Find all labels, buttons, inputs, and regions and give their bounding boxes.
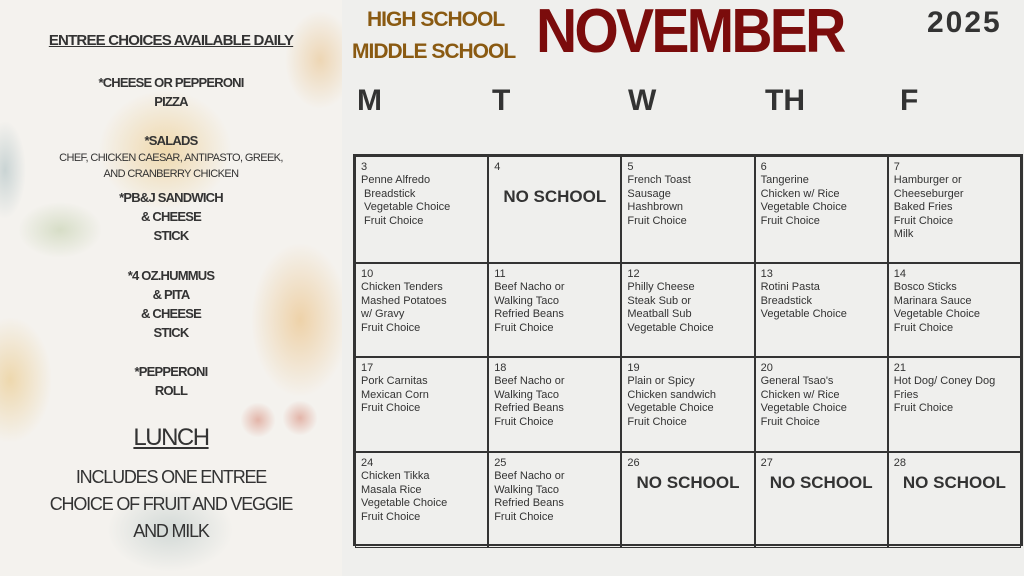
entree-line: *4 OZ.HUMMUS — [127, 268, 215, 283]
menu-item: Walking Taco — [494, 294, 559, 307]
no-school-label: NO SCHOOL — [636, 473, 740, 493]
menu-item: Chicken Tenders — [361, 281, 443, 294]
calendar-day — [755, 263, 888, 357]
menu-item: Chicken w/ Rice — [760, 187, 840, 200]
entree-line: ROLL — [154, 383, 188, 398]
entree-line: *SALADS — [144, 133, 198, 148]
no-school-label: NO SCHOOL — [503, 187, 607, 207]
entree-heading: ENTREE CHOICES AVAILABLE DAILY — [48, 32, 294, 49]
menu-item: Fruit Choice — [760, 214, 820, 227]
entree-sidebar — [0, 0, 342, 576]
menu-item: Marinara Sauce — [893, 294, 972, 307]
lunch-line: INCLUDES ONE ENTREE — [75, 467, 267, 487]
day-number: 4 — [494, 161, 501, 173]
menu-item: Fruit Choice — [760, 415, 820, 428]
menu-item: French Toast — [627, 174, 691, 187]
menu-item: General Tsao's — [760, 375, 834, 388]
menu-item: Chicken w/ Rice — [760, 388, 840, 401]
menu-item: Meatball Sub — [627, 308, 692, 321]
calendar-grid — [353, 154, 1023, 546]
menu-item: Fruit Choice — [494, 415, 554, 428]
calendar-day — [755, 156, 888, 263]
entree-subline: CHEF, CHICKEN CAESAR, ANTIPASTO, GREEK, — [59, 152, 283, 164]
menu-item: Hashbrown — [627, 201, 684, 214]
entree-line: *PEPPERONI — [134, 364, 208, 379]
menu-item: Vegetable Choice — [760, 402, 847, 415]
calendar-day — [488, 156, 621, 263]
menu-item: Masala Rice — [361, 483, 422, 496]
menu-item: Plain or Spicy — [627, 375, 695, 388]
menu-item: Vegetable Choice — [361, 201, 451, 214]
menu-item: Philly Cheese — [627, 281, 695, 294]
calendar-day — [755, 357, 888, 452]
menu-item: Pork Carnitas — [361, 375, 428, 388]
entree-line: & PITA — [152, 287, 190, 302]
calendar-day — [355, 357, 488, 452]
day-header-tue: T — [492, 84, 511, 117]
day-number: 21 — [893, 362, 907, 374]
menu-item: Walking Taco — [494, 388, 559, 401]
entree-line: *CHEESE OR PEPPERONI — [98, 75, 244, 90]
day-number: 17 — [361, 362, 374, 374]
menu-item: Tangerine — [760, 174, 809, 187]
menu-item: Vegetable Choice — [893, 308, 981, 321]
day-number: 14 — [893, 268, 907, 280]
lunch-line: CHOICE OF FRUIT AND VEGGIE — [49, 494, 293, 514]
menu-item: Refried Beans — [494, 497, 564, 510]
calendar-day — [888, 263, 1021, 357]
menu-item: Fruit Choice — [494, 510, 554, 523]
menu-item: Baked Fries — [893, 201, 953, 214]
calendar-day — [488, 452, 621, 548]
calendar-day — [621, 357, 754, 452]
menu-item: Refried Beans — [494, 402, 564, 415]
menu-item: Fruit Choice — [361, 402, 421, 415]
menu-item: Fries — [893, 388, 919, 401]
day-number: 26 — [627, 457, 640, 469]
day-number: 7 — [893, 161, 900, 173]
menu-item: Chicken sandwich — [627, 388, 717, 401]
menu-item: Fruit Choice — [627, 415, 687, 428]
day-number: 5 — [627, 161, 634, 173]
entree-line: & CHEESE — [140, 209, 202, 224]
menu-item: Beef Nacho or — [494, 281, 565, 294]
menu-item: Penne Alfredo — [361, 174, 431, 187]
menu-item: Sausage — [627, 187, 671, 200]
menu-item: Chicken Tikka — [361, 470, 430, 483]
day-number: 27 — [760, 457, 773, 469]
lunch-title: LUNCH — [133, 424, 209, 451]
menu-item: Refried Beans — [494, 308, 564, 321]
entree-line: *PB&J SANDWICH — [119, 190, 223, 205]
menu-item: Vegetable Choice — [627, 402, 714, 415]
menu-item: Vegetable Choice — [760, 201, 847, 214]
menu-item: Cheeseburger — [893, 187, 964, 200]
menu-item: Rotini Pasta — [760, 281, 820, 294]
calendar-day — [888, 452, 1021, 548]
no-school-label: NO SCHOOL — [769, 473, 873, 493]
day-number: 11 — [494, 268, 506, 280]
menu-item: Walking Taco — [494, 483, 559, 496]
entree-line: STICK — [153, 325, 189, 340]
menu-item: Fruit Choice — [627, 214, 687, 227]
menu-item: Vegetable Choice — [627, 321, 714, 334]
calendar-day — [355, 263, 488, 357]
lunch-line: AND MILK — [133, 521, 209, 541]
calendar-day — [888, 156, 1021, 263]
day-header-thu: TH — [765, 84, 805, 117]
day-number: 12 — [627, 268, 640, 280]
menu-item: Mexican Corn — [361, 388, 429, 401]
menu-item: Fruit Choice — [893, 214, 954, 227]
day-header-mon: M — [357, 84, 382, 117]
menu-item: Milk — [893, 228, 914, 241]
calendar-day — [355, 156, 488, 263]
day-number: 28 — [893, 457, 907, 469]
day-header-wed: W — [628, 84, 657, 117]
menu-item: Bosco Sticks — [893, 281, 957, 294]
day-number: 25 — [494, 457, 507, 469]
menu-item: Fruit Choice — [361, 510, 421, 523]
entree-line: & CHEESE — [140, 306, 202, 321]
entree-item — [0, 188, 342, 245]
menu-item: Fruit Choice — [893, 402, 954, 415]
entree-line: STICK — [153, 228, 189, 243]
menu-item: Fruit Choice — [361, 214, 424, 227]
menu-item: Beef Nacho or — [494, 470, 565, 483]
day-number: 19 — [627, 362, 640, 374]
calendar-day — [755, 452, 888, 548]
lunch-description — [0, 464, 342, 545]
entree-line: PIZZA — [154, 94, 188, 109]
menu-item: Mashed Potatoes — [361, 294, 447, 307]
school-label-middle: MIDDLE SCHOOL — [352, 40, 516, 63]
entree-item — [0, 266, 342, 342]
menu-item: Fruit Choice — [893, 321, 954, 334]
menu-item: Hot Dog/ Coney Dog — [893, 375, 996, 388]
menu-item: Breadstick — [361, 187, 416, 200]
day-number: 18 — [494, 362, 507, 374]
day-number: 13 — [760, 268, 773, 280]
entree-item — [0, 73, 342, 111]
entree-item — [0, 131, 342, 182]
calendar-day — [621, 263, 754, 357]
menu-item: Beef Nacho or — [494, 375, 565, 388]
menu-item: Breadstick — [760, 294, 812, 307]
calendar-day — [888, 357, 1021, 452]
school-label-high: HIGH SCHOOL — [367, 8, 505, 31]
day-number: 20 — [760, 362, 773, 374]
calendar-day — [488, 357, 621, 452]
menu-item: Vegetable Choice — [760, 308, 847, 321]
calendar-day — [355, 452, 488, 548]
no-school-label: NO SCHOOL — [902, 473, 1006, 493]
entree-item — [0, 362, 342, 400]
calendar-day — [488, 263, 621, 357]
month-title: NOVEMBER — [536, 0, 844, 66]
day-number: 10 — [361, 268, 374, 280]
calendar-day — [621, 452, 754, 548]
menu-item: Fruit Choice — [494, 321, 554, 334]
menu-item: Steak Sub or — [627, 294, 691, 307]
day-number: 6 — [760, 161, 767, 173]
menu-item: Vegetable Choice — [361, 497, 448, 510]
menu-item: Fruit Choice — [361, 321, 421, 334]
year-label: 2025 — [927, 6, 1002, 39]
day-number: 24 — [361, 457, 374, 469]
entree-subline: AND CRANBERRY CHICKEN — [103, 168, 239, 180]
calendar-day — [621, 156, 754, 263]
day-number: 3 — [361, 161, 368, 173]
menu-item: w/ Gravy — [361, 308, 405, 321]
day-header-fri: F — [900, 84, 919, 117]
menu-item: Hamburger or — [893, 174, 962, 187]
